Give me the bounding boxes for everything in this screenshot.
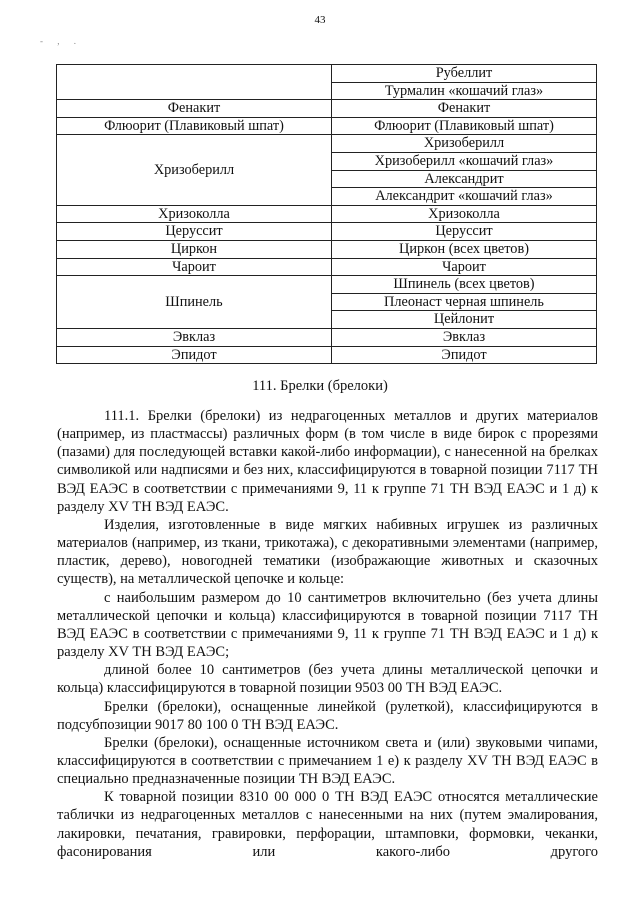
table-cell-item: Хризоберилл — [332, 135, 597, 153]
table-row — [57, 276, 597, 294]
table-cell-item: Эвклаз — [332, 328, 597, 346]
table-row — [57, 65, 597, 83]
table-row — [57, 328, 597, 346]
table-cell-item: Александрит «кошачий глаз» — [332, 188, 597, 206]
table-row — [57, 240, 597, 258]
gemstone-table — [56, 64, 597, 364]
table-cell-category: Эвклаз — [57, 328, 332, 346]
table-row — [57, 205, 597, 223]
paragraph: К товарной позиции 8310 00 000 0 ТН ВЭД ЕАЭС относятся металлические таблички из недрагоценных металлов с нанесенными на них (путем эмалирования, лакировки, печатания, гравировки, перфорации, штамповки, формовки, чеканки, фасонирования или какого-либо другого — [57, 789, 598, 860]
table-cell-category: Хризоберилл — [57, 135, 332, 205]
table-cell-item: Плеонаст черная шпинель — [332, 293, 597, 311]
table-cell-item: Эпидот — [332, 346, 597, 364]
table-cell-item: Александрит — [332, 170, 597, 188]
section-title: 111. Брелки (брелоки) — [252, 378, 388, 394]
paragraph: Изделия, изготовленные в виде мягких набивных игрушек из различных материалов (например, из ткани, трикотажа), с декоративными элементами (например, пластик, дерево), новогодней тематики (изображающие животных и сказочных существ), на металлической цепочке и кольце: — [57, 516, 598, 588]
table-cell-category: Чароит — [57, 258, 332, 276]
table-row — [57, 258, 597, 276]
paragraph: Брелки (брелоки), оснащенные линейкой (рулеткой), классифицируются в подсубпозиции 9017 80 100 0 ТН ВЭД ЕАЭС. — [57, 698, 598, 733]
table-cell-item: Шпинель (всех цветов) — [332, 276, 597, 294]
table-row — [57, 346, 597, 364]
table-row — [57, 100, 597, 118]
paragraph: с наибольшим размером до 10 сантиметров включительно (без учета длины металлической цепочки и кольца) классифицируются в товарной позиции 7117 ТН ВЭД ЕАЭС в соответствии с примечаниями 9, 11 к группе 71 ТН ВЭД ЕАЭС и 1 д) к разделу XV ТН ВЭД ЕАЭС; — [57, 589, 598, 661]
table-cell-item: Флюорит (Плавиковый шпат) — [332, 117, 597, 135]
table-cell-category: Шпинель — [57, 276, 332, 329]
table-row — [57, 117, 597, 135]
table-cell-item: Фенакит — [332, 100, 597, 118]
paragraph: 111.1. Брелки (брелоки) из недрагоценных металлов и других материалов (например, из пластмассы) различных форм (в том числе в виде бирок с прорезями (пазами) для последующей вставки какой-либо информации), с нанесенной на брелках символикой или надписями и без них, классифицируются в товарной позиции 7117 ТН ВЭД ЕАЭС в соответствии с примечаниями 9, 11 к группе 71 ТН ВЭД ЕАЭС и 1 д) к разделу XV ТН ВЭД ЕАЭС. — [57, 408, 598, 515]
table-row — [57, 223, 597, 241]
table-cell-item: Хризоберилл «кошачий глаз» — [332, 152, 597, 170]
table-cell-item: Рубеллит — [332, 65, 597, 83]
table-cell-category: Эпидот — [57, 346, 332, 364]
table-cell-item: Церуссит — [332, 223, 597, 241]
table-cell-item: Хризоколла — [332, 205, 597, 223]
table-cell-category — [57, 65, 332, 100]
page-number: 43 — [314, 14, 326, 26]
paragraph: длиной более 10 сантиметров (без учета длины металлической цепочки и кольца) классифицируются в товарной позиции 9503 00 ТН ВЭД ЕАЭС. — [57, 662, 598, 697]
section-body — [57, 407, 598, 861]
scan-marks: - , . — [40, 36, 82, 46]
table-cell-category: Флюорит (Плавиковый шпат) — [57, 117, 332, 135]
table-cell-item: Турмалин «кошачий глаз» — [332, 82, 597, 100]
table-row — [57, 135, 597, 153]
table-cell-category: Хризоколла — [57, 205, 332, 223]
paragraph: Брелки (брелоки), оснащенные источником света и (или) звуковыми чипами, классифицируются в соответствии с примечанием 1 е) к разделу XV ТН ВЭД ЕАЭС в специально предназначенные позиции ТН ВЭД ЕАЭС. — [57, 734, 598, 788]
table-cell-category: Церуссит — [57, 223, 332, 241]
table-cell-category: Циркон — [57, 240, 332, 258]
table-cell-item: Чароит — [332, 258, 597, 276]
table-cell-item: Циркон (всех цветов) — [332, 240, 597, 258]
table-cell-item: Цейлонит — [332, 311, 597, 329]
table-cell-category: Фенакит — [57, 100, 332, 118]
